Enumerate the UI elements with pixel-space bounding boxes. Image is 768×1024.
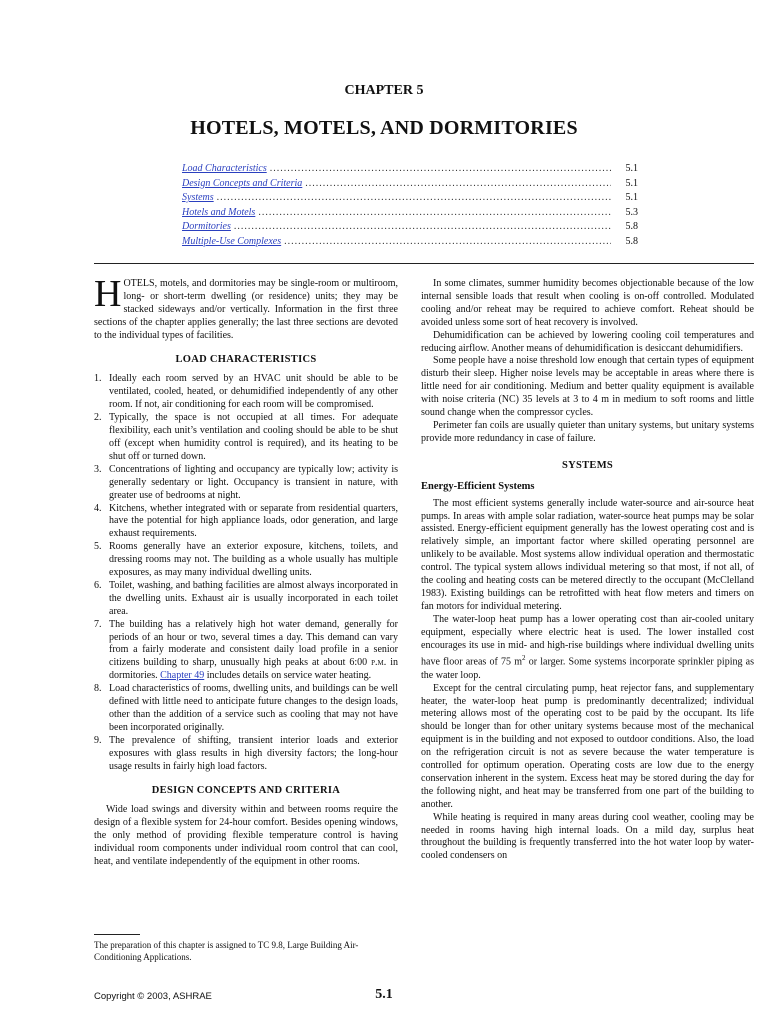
toc-link-multiple-use[interactable]: Multiple-Use Complexes (182, 235, 282, 247)
drop-cap: H (94, 273, 122, 315)
toc-leader (270, 162, 611, 177)
toc-page-number: 5.1 (625, 177, 638, 189)
load-characteristics-list (94, 373, 398, 773)
heading-energy-efficient-systems: Energy-Efficient Systems (421, 480, 535, 492)
toc-leader (234, 220, 611, 235)
intro-first-word: OTELS (123, 278, 155, 289)
paragraph: While heating is required in many areas during cool weather, cooling may be needed in rooms having high internal loads. On a mild day, surplus heat throughout the building is frequently transferred into the hot water loop by water-cooled condensers on (421, 811, 754, 862)
right-column (421, 278, 754, 863)
copyright-notice: Copyright © 2003, ASHRAE (94, 991, 212, 1002)
design-paragraph: Wide load swings and diversity within and between rooms require the design of a flexible system for 24-hour comfort. Besides opening windows, the only method of providing flexible temperature control is having individual room components under individual room control that can cool, heat, and ventilate independently of the equipment in other rooms. (94, 804, 398, 868)
intro-paragraph (94, 273, 398, 343)
paragraph: In some climates, summer humidity becomes objectionable because of the low internal sensible loads that result when cooling is on-off controlled. Modulated cooling and/or reheat may be required to achieve comfort. Reheat should be avoided unless some sort of heat recovery is involved. (421, 278, 754, 328)
toc-link-systems[interactable]: Systems (182, 192, 214, 203)
toc-entry (182, 191, 638, 206)
chapter-title: HOTELS, MOTELS, AND DORMITORIES (190, 117, 578, 139)
toc-link-load-characteristics[interactable]: Load Characteristics (182, 163, 267, 174)
paragraph: Perimeter fan coils are usually quieter than unitary systems, but unitary systems provide more redundancy in case of failure. (421, 419, 754, 444)
paragraph: The water-loop heat pump has a lower operating cost than air-cooled unitary equipment, especially where electric heat is used. The lower installed cost encourages its use in mid- and high-rise buildings where individual dwelling units have floor areas of 75 $m^2$ or larger. Some systems incorporate sprinkler piping as the water loop. (421, 613, 755, 681)
chapter-49-link[interactable]: Chapter 49 (160, 670, 205, 682)
list-item: 8. Load characteristics of rooms, dwelling units, and buildings can be well defined with little need to anticipate future changes to the design loads, other than the addition of a service such as cooling that may not have been incorporated originally. (94, 683, 398, 733)
toc-entry (182, 206, 638, 221)
paragraph: Some people have a noise threshold low enough that certain types of equipment disturb their sleep. Higher noise levels may be acceptable in areas where there is little need for air conditioning. Medium and better quality equipment is available with noise criteria (NC) 35 levels at 3 to 4 m in medium to soft rooms and little sound change when the compressor cycles. (421, 355, 754, 419)
toc-entry (182, 220, 638, 235)
toc-entry (182, 162, 638, 177)
chapter-label: CHAPTER 5 (344, 83, 424, 98)
toc-page-number: 5.1 (625, 163, 638, 174)
paragraph: Except for the central circulating pump, heat rejector fans, and supplementary heater, the water-loop heat pump is predominantly decentralized; individual metering allows most of the operating cost to be paid by the occupant. Its life should be longer than for other unitary systems because most of the mechanical equipment is in the building and not exposed to outdoor conditions. Also, the load on the refrigeration circuit is not as severe because the water temperature is controlled for optimum operation. Operating costs are low due to the energy conservation inherent in the system. Excess heat may be stored during the day for the following night, and heat may be transferred from one part of the building to another. (421, 682, 754, 810)
toc-link-hotels-motels[interactable]: Hotels and Motels (182, 206, 256, 218)
list-item: 4. Kitchens, whether integrated with or separate from residential quarters, have the potential for high appliance loads, odor generation, and large exhaust requirements. (94, 502, 398, 540)
toc-leader (305, 177, 611, 192)
toc-leader (284, 235, 611, 250)
paragraph: The most efficient systems generally include water-source and air-source heat pumps. In areas with ample solar radiation, water-source heat pumps may be solar assisted. Energy-efficient equipment generally has the lowest operating cost and is relatively simple, an important factor where skilled operating personnel are unlikely to be available. Most systems allow individual operation and thermostatic control. The typical system allows individual metering so that most, if not all, of the cooling and heating costs can be metered directly to the occupant (McClelland 1983). Existing buildings can be retrofitted with heat flow meters and timers on fan motors for individual metering. (421, 497, 754, 612)
toc-entry (182, 177, 638, 192)
toc-link-design-concepts[interactable]: Design Concepts and Criteria (182, 177, 303, 189)
toc-entry (182, 235, 638, 250)
header-divider (94, 263, 754, 264)
left-column (94, 273, 398, 869)
toc-leader (258, 206, 611, 221)
footnote: The preparation of this chapter is assigned to TC 9.8, Large Building Air-Conditioning Applications. (94, 940, 359, 962)
toc-link-dormitories[interactable]: Dormitories (182, 221, 231, 232)
heading-systems: SYSTEMS (561, 459, 614, 471)
toc-page-number: 5.3 (625, 206, 638, 218)
heading-design-concepts: DESIGN CONCEPTS AND CRITERIA (151, 784, 341, 796)
list-item: 9. The prevalence of shifting, transient interior loads and exterior exposures with glass results in high diversity factors; the long-hour usage results in fairly high load factors. (94, 734, 398, 772)
table-of-contents (182, 162, 638, 249)
list-item: 1. Ideally each room served by an HVAC unit should be able to be ventilated, cooled, heated, or dehumidified independently of any other room. If not, air conditioning for each room will be compromised. (94, 373, 398, 411)
list-item: 6. Toilet, washing, and bathing facilities are almost always incorporated in the dwelling units. Exhaust air is usually incorporated in each toilet area. (94, 579, 398, 617)
paragraph: Dehumidification can be achieved by lowering cooling coil temperatures and reducing airflow. Another means of dehumidification is desiccant dehumidifiers. (421, 329, 754, 354)
list-item: 2. Typically, the space is not occupied at all times. For adequate flexibility, each unit’s ventilation and cooling should be able to be shut off (except when humidity control is required), and its heating to be shut off or turned down. (94, 412, 398, 462)
toc-page-number: 5.8 (625, 235, 638, 247)
toc-page-number: 5.8 (625, 221, 638, 232)
heading-load-characteristics: LOAD CHARACTERISTICS (175, 353, 317, 365)
intro-text: , motels, and dormitories may be single-room or multiroom, long- or short-term dwelling (or residence) units; they may be stacked sideways and/or vertically. Information in the first three sections of the chapter applies generally; the last three sections are devoted to the individual types of facilities. (94, 278, 398, 341)
list-item: 7. The building has a relatively high hot water demand, generally for periods of an hour or two, several times a day. This demand can vary from a fairly moderate and consistent daily load profile in a senior citizens building to sharp, unusually high peaks at about 6:00 p.m. in dormitories. Chapter 49 includes details on service water heating. (94, 618, 398, 682)
list-item: 5. Rooms generally have an exterior exposure, kitchens, toilets, and dressing rooms may not. The building as a whole usually has multiple exposures, as may many individual dwelling units. (94, 541, 398, 579)
footnote-divider (94, 934, 140, 935)
toc-page-number: 5.1 (625, 192, 638, 203)
toc-leader (217, 191, 611, 206)
page-number: 5.1 (375, 987, 393, 1002)
list-item: 3. Concentrations of lighting and occupancy are typically low; activity is generally sedentary or light. Occupancy is transient in nature, with greater use of bedrooms at night. (94, 463, 398, 501)
